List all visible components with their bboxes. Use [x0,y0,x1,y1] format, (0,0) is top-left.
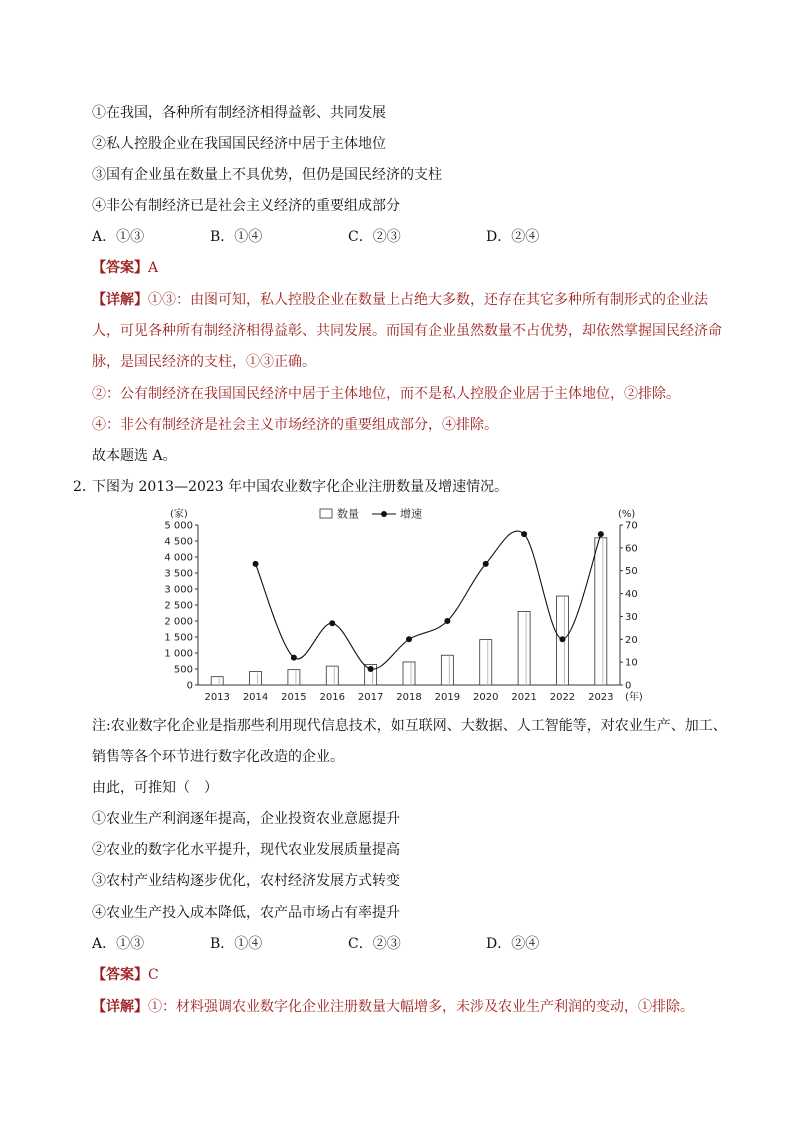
q2-prompt: 由此，可推知（ ） [92,780,218,796]
right-axis-unit: (%) [618,509,636,520]
x-tick-label: 2013 [204,692,230,703]
q1-statement-2: ②私人控股企业在我国国民经济中居于主体地位 [92,136,386,152]
q1-option-b: B．①④ [210,229,263,245]
q1-statement-1: ①在我国，各种所有制经济相得益彰、共同发展 [92,105,386,121]
legend-line-marker [381,511,387,517]
q2-explain [92,997,694,1017]
q2-answer-value: C [148,967,159,983]
x-tick-label: 2014 [242,692,269,703]
q1-explain-text-1: ①③：由图可知，私人控股企业在数量上占绝大多数，还存在其它多种所有制形式的企业法 [148,292,708,308]
left-tick-label: 3 000 [164,584,193,596]
left-tick-label: 500 [173,664,193,676]
q2-answer-label: 【答案】 [92,967,148,983]
q2-explain-text: ①：材料强调农业数字化企业注册数量大幅增多，未涉及农业生产利润的变动，①排除。 [148,999,694,1015]
q2-statement-3: ③农村产业结构逐步优化，农村经济发展方式转变 [92,873,400,889]
growth-point [329,620,335,626]
bar [480,640,492,685]
right-tick-label: 60 [625,543,638,555]
right-tick-label: 10 [625,657,638,669]
q1-explain-line-2: 人，可见各种所有制经济相得益彰、共同发展。而国有企业虽然数量不占优势，却依然掌握国民经济命 [92,323,722,339]
q2-note-line-1: 注:农业数字化企业是指那些利用现代信息技术，如互联网、大数据、人工智能等，对农业生产、加工、 [92,718,727,734]
x-tick-label: 2016 [319,692,345,703]
right-tick-label: 70 [625,520,638,532]
q2-option-a: A．①③ [92,936,145,952]
q2-option-b: B．①④ [210,936,263,952]
growth-point [444,618,450,624]
q1-explain-label: 【详解】 [92,292,148,308]
q2-number: 2． [73,479,96,495]
bar [518,611,530,685]
left-tick-label: 4 000 [164,552,193,564]
x-tick-label: 2021 [511,692,537,703]
x-axis-unit: (年) [625,692,643,703]
legend-bar-swatch [320,509,332,518]
growth-point [598,531,604,537]
q2-option-c: C．②③ [348,936,401,952]
growth-point [559,636,565,642]
right-tick-label: 0 [625,680,632,692]
q1-explain-line-3: 脉，是国民经济的支柱，①③正确。 [92,354,316,370]
growth-point [253,561,259,567]
q2-explain-label: 【详解】 [92,999,148,1015]
q1-answer-label: 【答案】 [92,260,148,276]
x-tick-label: 2017 [357,692,384,703]
left-tick-label: 2 500 [164,600,193,612]
q2-option-d: D．②④ [486,936,540,952]
bar [288,670,300,685]
q1-option-c: C．②③ [348,229,401,245]
right-tick-label: 30 [625,611,638,623]
growth-point [406,636,412,642]
bar [250,672,262,685]
q2-answer [92,965,159,985]
right-tick-label: 40 [625,589,638,601]
q2-statement-4: ④农业生产投入成本降低，农产品市场占有率提升 [92,905,400,921]
q1-option-a: A．①③ [92,229,145,245]
left-tick-label: 1 500 [164,632,193,644]
right-tick-label: 20 [625,634,638,646]
q1-explain-line-5: ④：非公有制经济是社会主义市场经济的重要组成部分，④排除。 [92,417,498,433]
bar [211,677,223,685]
q2-statement-2: ②农业的数字化水平提升，现代农业发展质量提高 [92,842,400,858]
legend-bar-label: 数量 [337,507,359,521]
growth-point [521,531,527,537]
left-tick-label: 0 [186,680,193,692]
growth-point [368,666,374,672]
growth-point [483,561,489,567]
left-axis-unit: (家) [170,509,188,520]
left-tick-label: 4 500 [164,536,193,548]
bar [326,666,338,685]
q2-chart [150,504,660,710]
q1-option-d: D．②④ [486,229,540,245]
left-tick-label: 3 500 [164,568,193,580]
q2-note-line-2: 销售等各个环节进行数字化改造的企业。 [92,749,344,765]
bar [595,538,607,685]
q1-statement-3: ③国有企业虽在数量上不具优势，但仍是国民经济的支柱 [92,167,442,183]
left-tick-label: 5 000 [164,520,193,532]
left-tick-label: 1 000 [164,648,193,660]
bar [441,655,453,685]
x-tick-label: 2020 [473,692,499,703]
q2-stem: 下图为 2013—2023 年中国农业数字化企业注册数量及增速情况。 [92,479,509,495]
x-tick-label: 2015 [281,692,307,703]
q1-explain-line-4: ②：公有制经济在我国国民经济中居于主体地位，而不是私人控股企业居于主体地位，②排除。 [92,386,680,402]
q1-statement-4: ④非公有制经济已是社会主义经济的重要组成部分 [92,198,400,214]
x-tick-label: 2019 [434,692,461,703]
q2-statement-1: ①农业生产利润逐年提高，企业投资农业意愿提升 [92,811,400,827]
q1-answer-value: A [148,260,159,276]
bar [403,662,415,685]
q1-answer [92,258,158,278]
x-tick-label: 2018 [396,692,422,703]
right-tick-label: 50 [625,566,638,578]
q1-conclusion: 故本题选 A。 [92,448,177,464]
growth-line [256,531,601,669]
x-tick-label: 2022 [549,692,576,703]
left-tick-label: 2 000 [164,616,193,628]
legend-line-label: 增速 [400,507,422,521]
q1-explain-line-1 [92,290,708,310]
growth-point [291,655,297,661]
x-tick-label: 2023 [588,692,614,703]
